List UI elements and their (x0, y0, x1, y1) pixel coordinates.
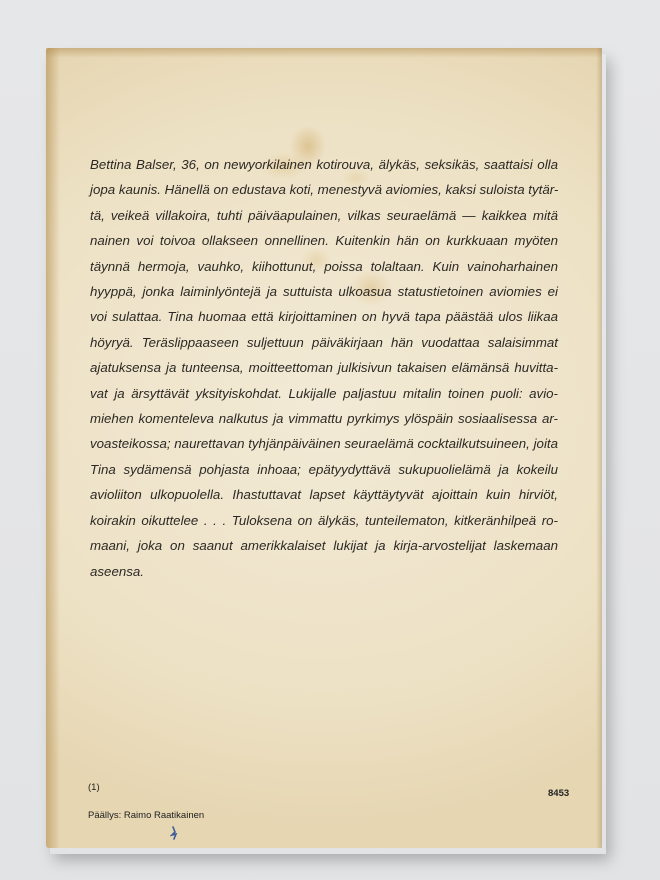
book-blurb (90, 152, 558, 584)
blurb-line: koirakin oikuttelee . . . Tuloksena on älykäs, tunteilematon, kitkeränhilpeä ro- (90, 512, 558, 528)
cover-right-edge (596, 48, 602, 848)
print-number: (1) (88, 782, 100, 793)
book-code: 8453 (548, 788, 570, 799)
blurb-line: tä, veikeä villakoira, tuhti päiväapulainen, vilkas seuraelämä — kaikkea mitä (90, 207, 558, 223)
blurb-line: höyryä. Teräslippaaseen suljettuun päiväkirjaan hän vuodattaa salaisimmat (90, 334, 558, 350)
cover-credit: Päällys: Raimo Raatikainen (88, 810, 205, 821)
blurb-line: nainen voi toivoa ollakseen onnellinen. Kuitenkin hän on kurkkuaan myöten (90, 233, 558, 249)
blurb-line: voi sulattaa. Tina huomaa että kirjoittaminen on hyvä tapa päästää ulos liikaa (90, 309, 558, 325)
blurb-line: Bettina Balser, 36, on newyorkilainen kotirouva, älykäs, seksikäs, saattaisi olla (90, 157, 558, 172)
blurb-line: Tina sydämensä pohjasta inhoaa; epätyydyttävä sukupuolielämä ja kokeilu (90, 461, 558, 477)
book-back-cover (46, 48, 602, 848)
blurb-line: avioliiton ulkopuolella. Ihastuttavat lapset käyttäytyvät ajoittain kuin hirviöt, (90, 487, 558, 503)
blurb-line: voasteikossa; naurettavan tyhjänpäiväinen seuraelämä cocktailkutsuineen, joita (90, 436, 558, 452)
blurb-line: maani, joka on saanut amerikkalaiset lukijat ja kirja-arvostelijat laskemaan (90, 538, 558, 554)
blurb-line: aseensa. (90, 563, 144, 579)
ink-mark-icon (170, 826, 180, 840)
blurb-line: vat ja ärsyttävät yksityiskohdat. Lukijalle paljastuu mitalin toinen puoli: avio- (90, 385, 558, 401)
blurb-line: täynnä hermoja, vauhko, kiihottunut, poissa tolaltaan. Kuin vainoharhainen (90, 258, 558, 274)
cover-top-edge-wear (46, 48, 602, 58)
blurb-line: hyyppä, jonka laiminlyöntejä ja suttuista ulkoasua statustietoinen aviomies ei (90, 284, 558, 300)
blurb-line: miehen komenteleva nalkutus ja vimmattu pyrkimys ylöspäin sosiaalisessa ar- (90, 411, 558, 427)
cover-spine-edge (46, 48, 60, 848)
blurb-line: ajatuksensa ja tunteensa, moitteettoman julkisivun takaisen elämänsä huvitta- (90, 360, 558, 376)
blurb-line: jopa kaunis. Hänellä on edustava koti, menestyvä aviomies, kaksi suloista tytär- (90, 182, 559, 198)
